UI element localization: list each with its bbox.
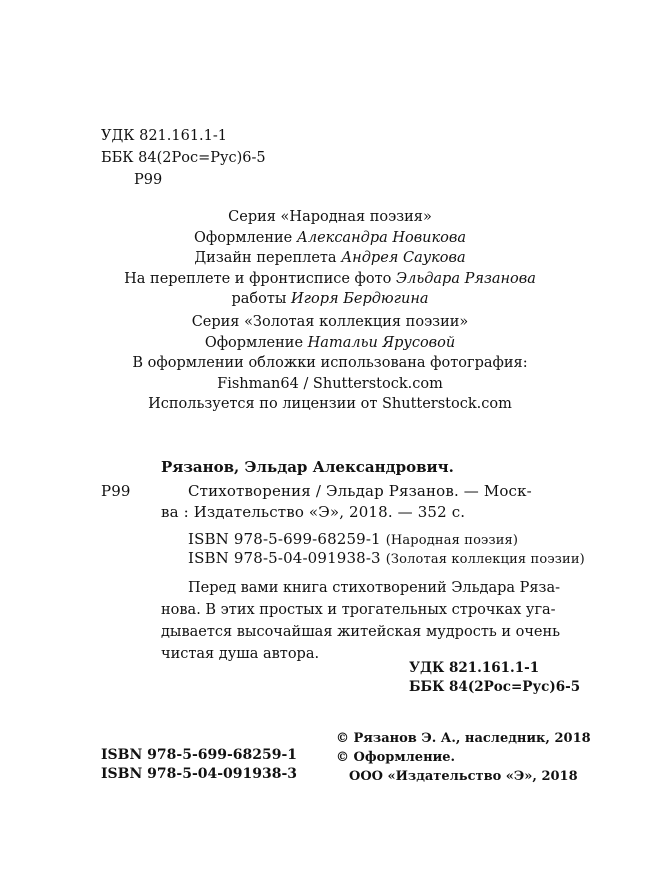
isbn-folk: ISBN 978-5-699-68259-1 (101, 747, 298, 763)
copyright-author: © Рязанов Э. А., наследник, 2018 (336, 731, 591, 746)
record-title-line: Стихотворения / Эльдар Рязанов. — Моск- (188, 482, 532, 500)
series-folk-credits (95, 207, 565, 310)
design-credit: Оформление Александра Новикова (194, 229, 466, 246)
record-imprint-line: ва : Издательство «Э», 2018. — 352 с. (161, 503, 466, 521)
bbk-code-right: ББК 84(2Рос=Рус)6-5 (409, 679, 581, 695)
photographer-credit: работы Игоря Бердюгина (231, 291, 429, 307)
series-title: Серия «Золотая коллекция поэзии» (191, 314, 469, 330)
annotation-line: нова. В этих простых и трогательных строчках уга- (161, 602, 556, 618)
record-author: Рязанов, Эльдар Александрович. (161, 458, 454, 476)
annotation-line: Перед вами книга стихотворений Эльдара Ряза- (188, 580, 560, 596)
bbk-code: ББК 84(2Рос=Рус)6-5 (101, 150, 266, 166)
cover-photo-note: В оформлении обложки использована фотография: (132, 355, 528, 371)
series-title: Серия «Народная поэзия» (228, 209, 432, 225)
record-isbn-folk: ISBN 978-5-699-68259-1 (Народная поэзия) (188, 530, 519, 548)
record-isbn-golden: ISBN 978-5-04-091938-3 (Золотая коллекция поэзии) (188, 549, 585, 567)
author-sign: Р99 (134, 172, 163, 188)
copyright-design: © Оформление. (336, 750, 456, 765)
license-note: Используется по лицензии от Shutterstock.com (148, 396, 512, 412)
photo-credit: На переплете и фронтисписе фото Эльдара Рязанова (124, 270, 536, 287)
record-code: Р99 (101, 482, 131, 500)
binding-design-credit: Дизайн переплета Андрея Саукова (194, 250, 466, 266)
isbn-golden: ISBN 978-5-04-091938-3 (101, 766, 298, 782)
annotation-line: чистая душа автора. (161, 646, 320, 662)
photo-source: Fishman64 / Shutterstock.com (217, 375, 443, 392)
design-credit: Оформление Натальи Ярусовой (204, 334, 456, 351)
series-golden-credits (95, 312, 565, 415)
copyright-publisher: ООО «Издательство «Э», 2018 (349, 769, 578, 784)
udk-code: УДК 821.161.1-1 (101, 128, 228, 144)
annotation-line: дывается высочайшая житейская мудрость и очень (161, 624, 561, 640)
udk-code-right: УДК 821.161.1-1 (409, 660, 540, 676)
